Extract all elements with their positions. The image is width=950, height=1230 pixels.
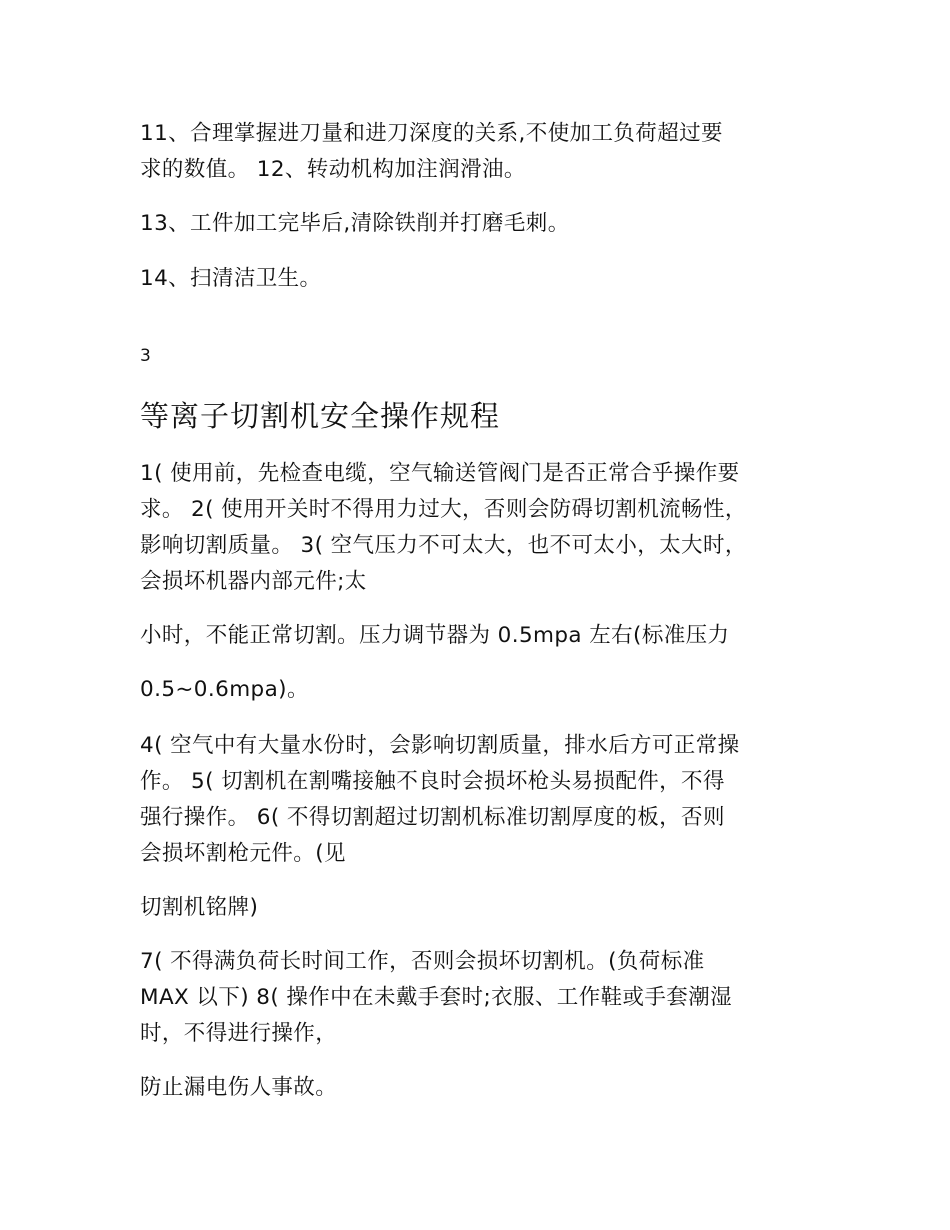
text-line: 作。 5( 切割机在割嘴接触不良时会损坏枪头易损配件，不得 <box>140 769 725 794</box>
text-line: 13、工件加工完毕后,清除铁削并打磨毛刺。 <box>140 211 570 236</box>
text-line: 求。 2( 使用开关时不得用力过大，否则会防碍切割机流畅性， <box>140 497 747 522</box>
text-line: 7( 不得满负荷长时间工作，否则会损坏切割机。(负荷标准 <box>140 949 705 974</box>
text-line: 14、扫清洁卫生。 <box>140 266 322 291</box>
page-number: 3 <box>140 346 151 366</box>
text-line: 时，不得进行操作， <box>140 1021 338 1046</box>
text-line: 会损坏割枪元件。(见 <box>140 841 346 866</box>
text-line: 求的数值。 12、转动机构加注润滑油。 <box>140 157 526 182</box>
text-line: 切割机铭牌) <box>140 895 259 920</box>
text-line: 4( 空气中有大量水份时，会影响切割质量，排水后方可正常操 <box>140 733 740 758</box>
text-line: 会损坏机器内部元件;太 <box>140 569 367 594</box>
text-line: 防止漏电伤人事故。 <box>140 1075 338 1100</box>
text-line: 强行操作。 6( 不得切割超过切割机标准切割厚度的板，否则 <box>140 805 725 830</box>
text-line: 0.5~0.6mpa)。 <box>140 677 309 702</box>
section-title: 等离子切割机安全操作规程 <box>140 399 501 433</box>
text-line: 11、合理掌握进刀量和进刀深度的关系,不使加工负荷超过要 <box>140 121 723 146</box>
text-line: 影响切割质量。 3( 空气压力不可太大，也不可太小，太大时， <box>140 533 747 558</box>
text-line: 小时，不能正常切割。压力调节器为 0.5mpa 左右(标准压力 <box>140 623 730 648</box>
text-line: 1( 使用前，先检查电缆，空气输送管阀门是否正常合乎操作要 <box>140 461 740 486</box>
text-line: MAX 以下) 8( 操作中在未戴手套时;衣服、工作鞋或手套潮湿 <box>140 985 732 1010</box>
